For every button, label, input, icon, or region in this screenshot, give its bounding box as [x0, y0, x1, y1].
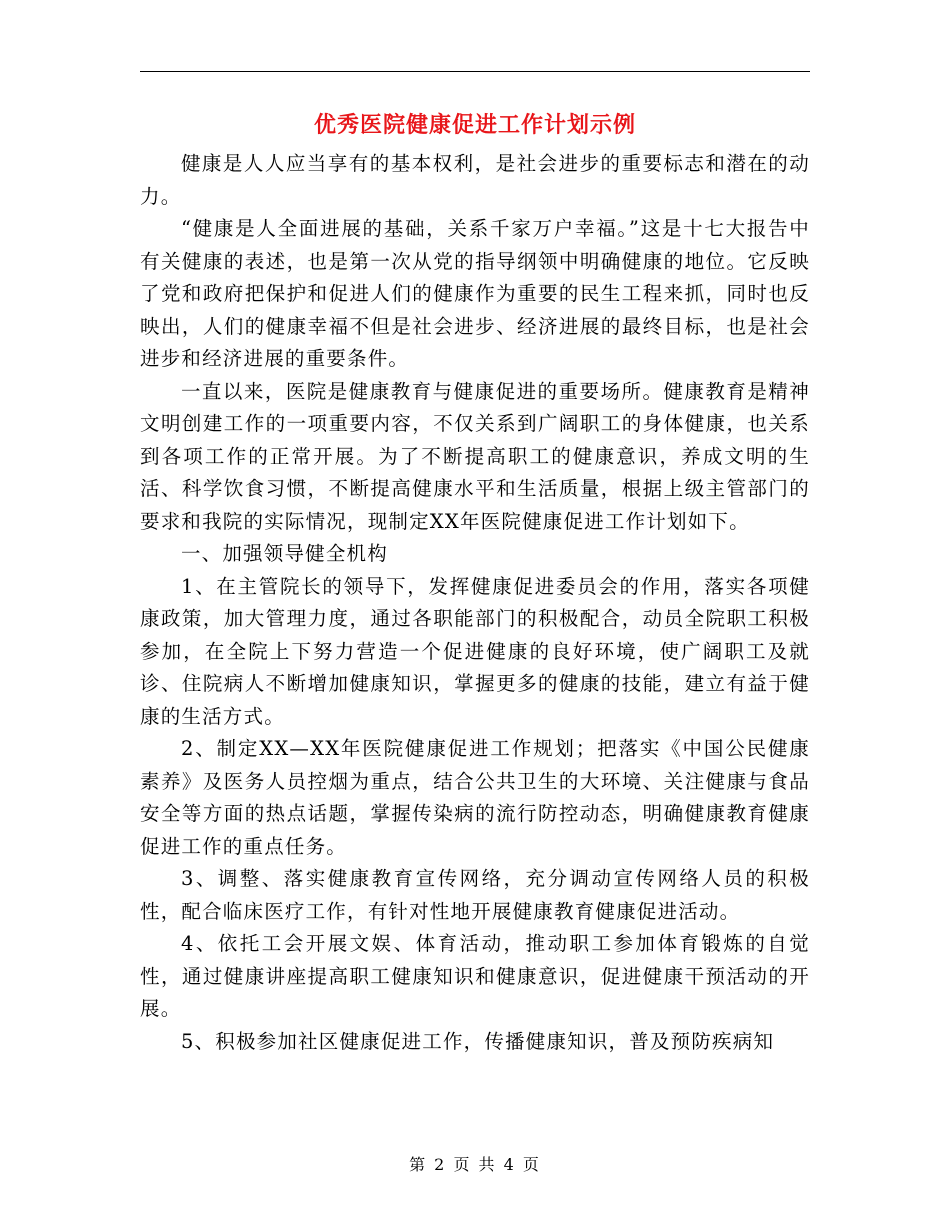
- document-body: [140, 148, 810, 1058]
- page-number-footer: 第 2 页 共 4 页: [409, 1155, 541, 1174]
- list-item-5: 5、积极参加社区健康促进工作，传播健康知识，普及预防疾病知: [180, 1029, 775, 1053]
- header-rule: [140, 71, 810, 72]
- document-title: 优秀医院健康促进工作计划示例: [313, 112, 636, 138]
- list-item-3: 3、调整、落实健康教育宣传网络，充分调动宣传网络人员的积极性，配合临床医疗工作，有针对性地开展健康教育健康促进活动。: [140, 867, 810, 923]
- section-heading-1: 一、加强领导健全机构: [180, 542, 388, 565]
- list-item-4: 4、依托工会开展文娱、体育活动，推动职工参加体育锻炼的自觉性，通过健康讲座提高职工健康知识和健康意识，促进健康干预活动的开展。: [140, 932, 810, 1020]
- paragraph-quote: “健康是人全面进展的基础，关系千家万户幸福。”这是十七大报告中有关健康的表述，也是第一次从党的指导纲领中明确健康的地位。它反映了党和政府把保护和促进人们的健康作为重要的民生工程来抓，同时也反映出，人们的健康幸福不但是社会进步、经济进展的最终目标，也是社会进步和经济进展的重要条件。: [140, 217, 810, 370]
- list-item-2: 2、制定XX—XX年医院健康促进工作规划；把落实《中国公民健康素养》及医务人员控烟为重点，结合公共卫生的大环境、关注健康与食品安全等方面的热点话题，掌握传染病的流行防控动态，明确健康教育健康促进工作的重点任务。: [140, 737, 810, 858]
- list-item-1: 1、在主管院长的领导下，发挥健康促进委员会的作用，落实各项健康政策，加大管理力度，通过各职能部门的积极配合，动员全院职工积极参加，在全院上下努力营造一个促进健康的良好环境，使广阔职工及就诊、住院病人不断增加健康知识，掌握更多的健康的技能，建立有益于健康的生活方式。: [140, 574, 810, 728]
- paragraph-background: 一直以来，医院是健康教育与健康促进的重要场所。健康教育是精神文明创建工作的一项重要内容，不仅关系到广阔职工的身体健康，也关系到各项工作的正常开展。为了不断提高职工的健康意识，养成文明的生活、科学饮食习惯，不断提高健康水平和生活质量，根据上级主管部门的要求和我院的实际情况，现制定XX年医院健康促进工作计划如下。: [140, 379, 810, 533]
- paragraph-intro: 健康是人人应当享有的基本权利，是社会进步的重要标志和潜在的动力。: [140, 152, 810, 208]
